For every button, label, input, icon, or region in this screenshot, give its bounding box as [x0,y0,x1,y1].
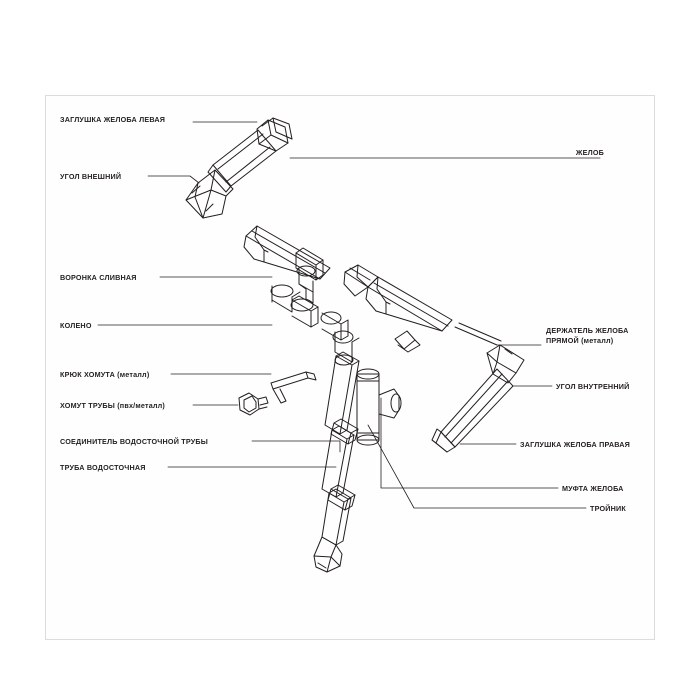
label-gutter-end-cap-right: ЗАГЛУШКА ЖЕЛОБА ПРАВАЯ [520,440,631,449]
label-gutter-end-cap-left: ЗАГЛУШКА ЖЕЛОБА ЛЕВАЯ [60,115,166,124]
label-elbow: КОЛЕНО [60,321,92,330]
label-tee-branch: ТРОЙНИК [590,504,626,513]
label-gutter-coupler: МУФТА ЖЕЛОБА [562,484,624,493]
label-clamp-hook-metal: КРЮК ХОМУТА (металл) [60,370,150,379]
label-downpipe-connector: СОЕДИНИТЕЛЬ ВОДОСТОЧНОЙ ТРУБЫ [60,437,209,446]
label-gutter: ЖЕЛОБ [575,148,604,157]
diagram-frame [45,95,655,640]
label-inner-corner: УГОЛ ВНУТРЕННИЙ [556,382,630,391]
label-gutter-bracket-straight-line2: ПРЯМОЙ (металл) [546,335,614,345]
label-gutter-bracket-straight-line1: ДЕРЖАТЕЛЬ ЖЕЛОБА [546,326,629,335]
label-downpipe: ТРУБА ВОДОСТОЧНАЯ [60,463,146,472]
label-gutter-bracket-straight [546,326,629,345]
label-pipe-clamp: ХОМУТ ТРУБЫ (пвх/металл) [60,401,166,410]
label-outer-corner: УГОЛ ВНЕШНИЙ [60,172,122,181]
label-drain-funnel: ВОРОНКА СЛИВНАЯ [60,273,137,282]
